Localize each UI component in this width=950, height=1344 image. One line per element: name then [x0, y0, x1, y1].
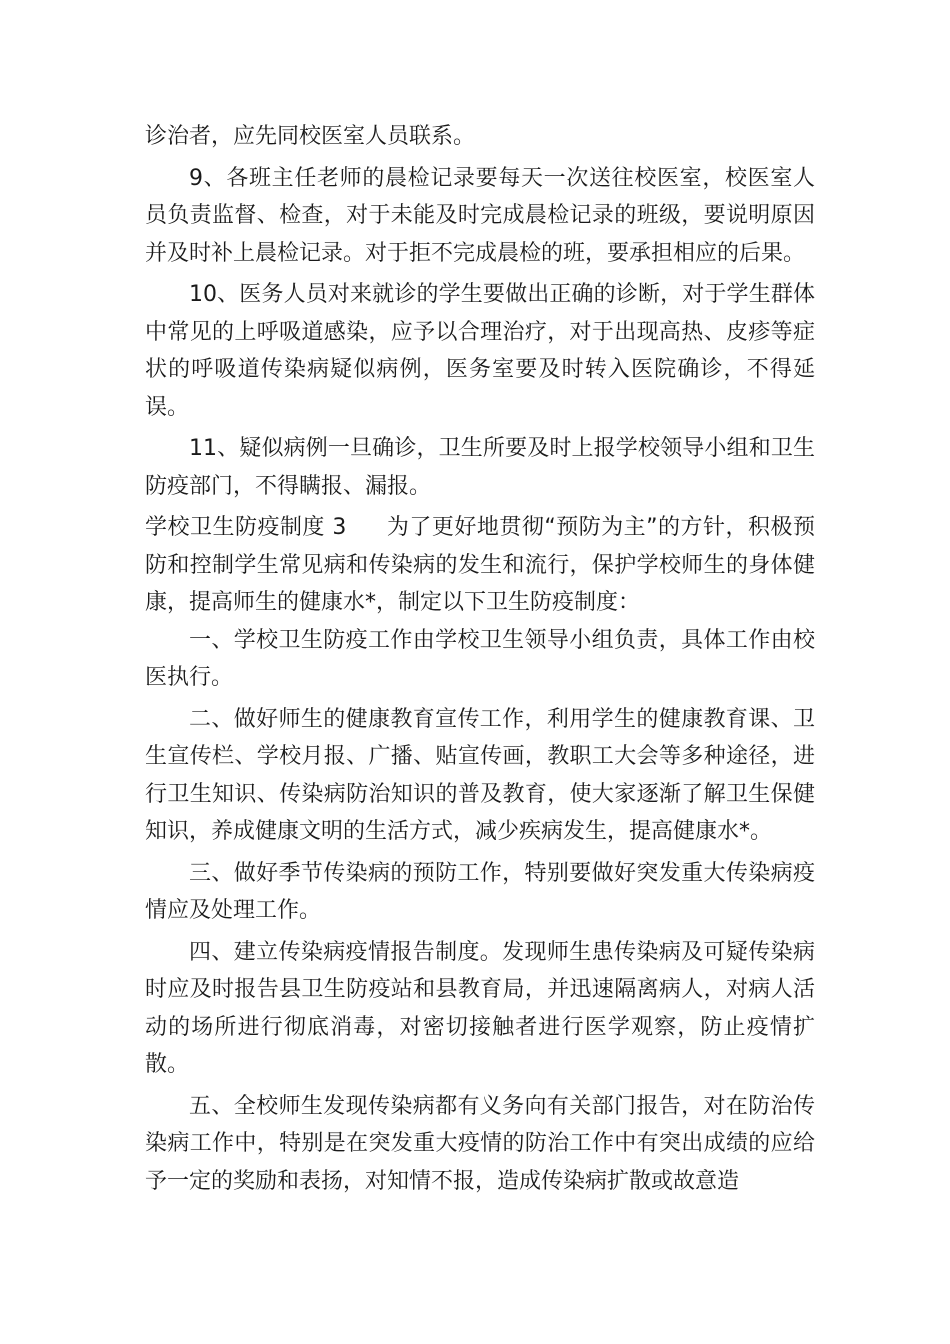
paragraph-item-11: 11、疑似病例一旦确诊，卫生所要及时上报学校领导小组和卫生防疫部门，不得瞒报、漏报。	[145, 436, 815, 499]
paragraph-item-10: 10、医务人员对来就诊的学生要做出正确的诊断，对于学生群体中常见的上呼吸道感染，应予以合理治疗，对于出现高热、皮疹等症状的呼吸道传染病疑似病例，医务室要及时转入医院确诊，不得延误。	[145, 282, 815, 420]
section-3-paragraph	[145, 509, 815, 622]
document-body	[145, 118, 815, 1204]
paragraph-contact: 诊治者，应先同校医室人员联系。	[145, 124, 476, 149]
section-3-intro: 为了更好地贯彻“预防为主”的方针，积极预防和控制学生常见病和传染病的发生和流行，保护学校师生的身体健康，提高师生的健康水*，制定以下卫生防疫制度：	[145, 515, 815, 615]
rule-item-5: 五、全校师生发现传染病都有义务向有关部门报告，对在防治传染病工作中，特别是在突发重大疫情的防治工作中有突出成绩的应给予一定的奖励和表扬，对知情不报，造成传染病扩散或故意造	[145, 1093, 815, 1194]
rule-item-3: 三、做好季节传染病的预防工作，特别要做好突发重大传染病疫情应及处理工作。	[145, 860, 815, 923]
rule-item-2: 二、做好师生的健康教育宣传工作，利用学生的健康教育课、卫生宣传栏、学校月报、广播、贴宣传画，教职工大会等多种途径，进行卫生知识、传染病防治知识的普及教育，使大家逐渐了解卫生保健知识，养成健康文明的生活方式，减少疾病发生，提高健康水*。	[145, 706, 815, 844]
section-3-title: 学校卫生防疫制度 3	[145, 515, 347, 540]
rule-item-4: 四、建立传染病疫情报告制度。发现师生患传染病及可疑传染病时应及时报告县卫生防疫站和县教育局，并迅速隔离病人，对病人活动的场所进行彻底消毒，对密切接触者进行医学观察，防止疫情扩散。	[145, 939, 815, 1077]
paragraph-item-9: 9、各班主任老师的晨检记录要每天一次送往校医室，校医室人员负责监督、检查，对于未能及时完成晨检记录的班级，要说明原因并及时补上晨检记录。对于拒不完成晨检的班，要承担相应的后果。	[145, 165, 815, 266]
rule-item-1: 一、学校卫生防疫工作由学校卫生领导小组负责，具体工作由校医执行。	[145, 627, 815, 690]
